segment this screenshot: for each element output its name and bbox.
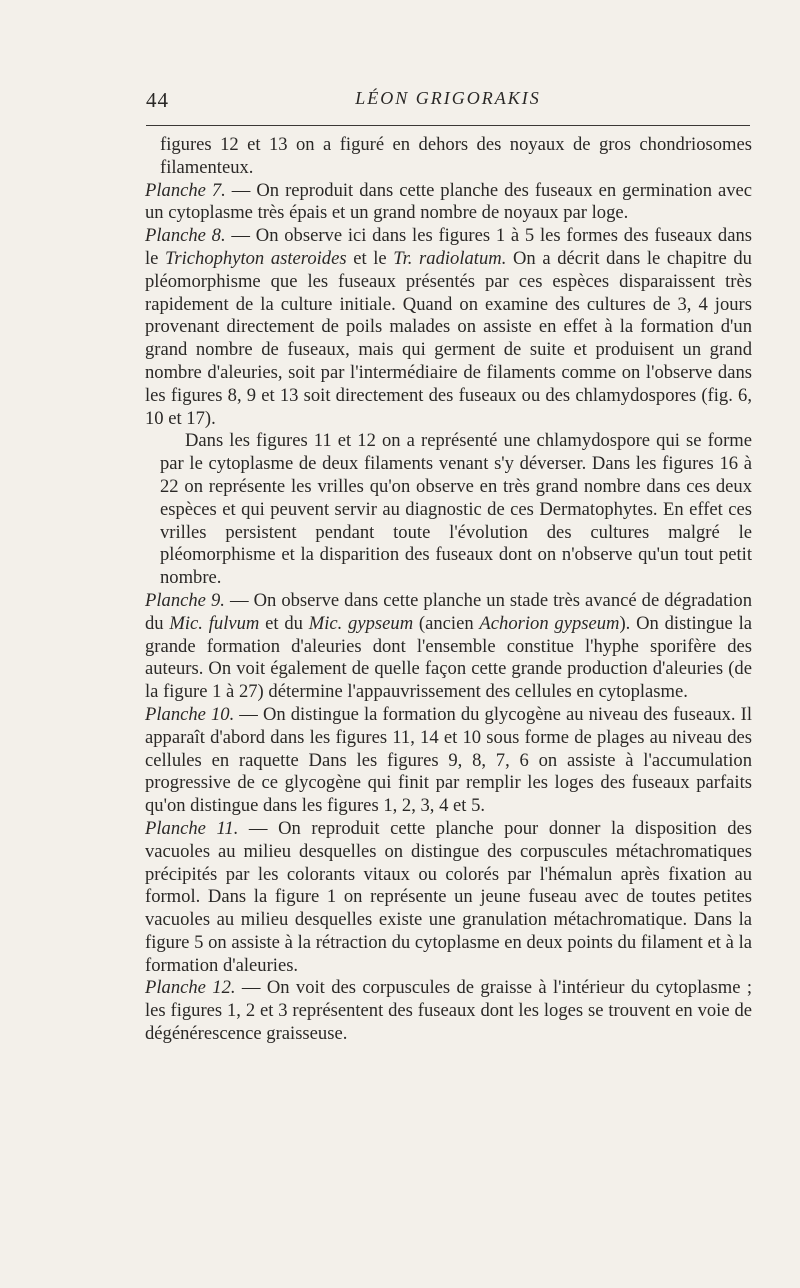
paragraph-text: — On distingue la formation du glycogène au niveau des fuseaux. Il apparaît d'abord dans les figures 11, 14 et 10 sous forme de plages au niveau des cellules en raquette Dans les figures 9, 8, 7, 6 on assiste à l'accumulation progressive de ce glycogène qui finit par remplir les loges des fuseaux parfaits qu'on distingue dans les figures 1, 2, 3, 4 et 5.	[145, 703, 752, 817]
species-name: Mic. fulvum	[169, 612, 260, 634]
paragraph-text: — On voit des corpuscules de graisse à l'intérieur du cytoplasme ; les figures 1, 2 et 3 représentent des fuseaux dont les loges se trouvent en voie de dégénérescence graisseuse.	[145, 977, 752, 1045]
paragraph-text: On a décrit dans le chapitre du pléomorphisme que les fuseaux présentés par ces espèces disparaissent très rapidement de la culture initiale. Quand on examine des cultures de 3, 4 jours provenant directement de poils malades on assiste en effet à la formation d'un grand nombre de fuseaux, mais qui germent de suite et produisent un grand nombre d'aleuries, soit par l'intermédiaire de filaments comme on l'observe dans les figures 8, 9 et 13 soit directement des fuseaux ou des chlamydospores (fig. 6, 10 et 17).	[145, 247, 752, 429]
species-name: Trichophyton asteroides	[165, 247, 347, 269]
paragraph-text: figures 12 et 13 on a figuré en dehors des noyaux de gros chondriosomes filamenteux.	[160, 134, 752, 178]
plate-label: Planche 10.	[145, 703, 235, 725]
paragraph-text: ). On distingue la grande formation d'aleuries dont l'ensemble constitue l'hyphe sporifère des auteurs. On voit également de quelle façon cette grande production d'aleuries (de la figure 1 à 27) détermine l'appauvrissement des cellules en cytoplasme.	[145, 612, 752, 703]
paragraph-planche-10	[145, 704, 752, 818]
running-title: LÉON GRIGORAKIS	[355, 88, 541, 108]
paragraph-planche-9	[145, 590, 752, 704]
plate-label: Planche 12.	[145, 977, 236, 999]
plate-label: Planche 7.	[145, 179, 226, 201]
plate-label: Planche 11.	[145, 817, 239, 839]
paragraph-planche-11	[145, 818, 752, 978]
paragraph-text: (ancien	[413, 612, 480, 634]
paragraph-text: et du	[259, 612, 309, 634]
paragraph-text: — On reproduit cette planche pour donner la disposition des vacuoles au milieu desquelles on distingue des corpuscules métachromatiques précipités par les colorants vitaux ou colorés par l'hémalun après fixation au formol. Dans la figure 1 on représente un jeune fuseau avec de toutes petites vacuoles au milieu desquelles existe une granulation métachromatique. Dans la figure 5 on assiste à la rétraction du cytoplasme en deux points du filament et à la formation d'aleuries.	[145, 817, 752, 976]
page-number: 44	[146, 88, 169, 112]
paragraph-planche-8	[145, 225, 752, 430]
species-name: Tr. radiolatum.	[393, 247, 507, 269]
paragraph-planche-7	[145, 180, 752, 226]
species-name: Mic. gypseum	[308, 612, 414, 634]
plate-label: Planche 8.	[145, 225, 226, 247]
paragraph-text: — On observe dans cette planche un stade très avancé de dégradation du	[145, 589, 752, 634]
header-rule	[146, 125, 750, 126]
paragraph-text: et le	[346, 247, 394, 269]
paragraph-planche-12	[145, 977, 752, 1045]
paragraph-continuation	[160, 134, 752, 180]
paragraph-text: Dans les figures 11 et 12 on a représenté une chlamydospore qui se forme par le cytoplasme de deux filaments venant s'y déverser. Dans les figures 16 à 22 on représente les vrilles qu'on observe en très grand nombre dans ces deux espèces et qui peuvent servir au diagnostic de ces Dermatophytes. En effet ces vrilles persistent pendant toute l'évolution des cultures malgré le pléomorphisme et la disparition des fuseaux dont on n'observe qu'un tout petit nombre.	[160, 430, 752, 589]
page-header	[146, 88, 750, 116]
paragraph-text: — On observe ici dans les figures 1 à 5 les formes des fuseaux dans le	[145, 225, 753, 269]
body-text	[145, 134, 753, 1046]
species-name: Achorion gypseum	[479, 612, 620, 634]
plate-label: Planche 9.	[145, 589, 225, 611]
paragraph-figures-11-12	[160, 430, 752, 590]
paragraph-text: — On reproduit dans cette planche des fuseaux en germination avec un cytoplasme très épais et un grand nombre de noyaux par loge.	[145, 179, 753, 224]
